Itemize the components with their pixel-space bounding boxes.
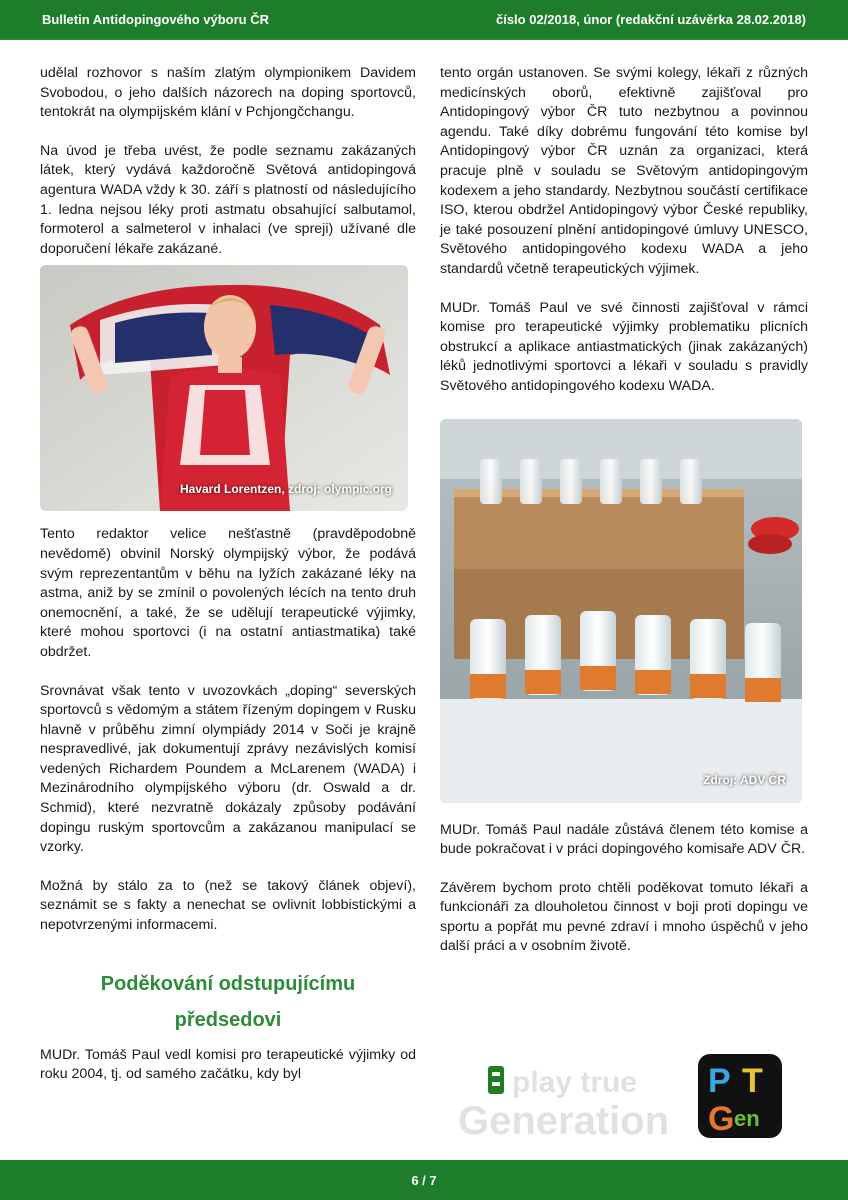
right-column [440,64,808,957]
header-title: Bulletin Antidopingového výboru ČR [42,11,270,27]
logo-line-2: Generation [458,1099,670,1142]
left-paragraph-4: Srovnávat však tento v uvozovkách „doping“ severských sportovců s vědomým a státem řízeným dopingem v Rusku hlavně v průběhu zimní olympiády 2014 v Soči je krajně nespravedlivé, jak dokumentují zprávy nezávislých komisí vedených Richardem Poundem a McLarenem (WADA) i Mezinárodního olympijského výboru (dr. Oswald a dr. Schmid), které nezvratně dokázaly způsoby podávání dopingu ruským sportovcům a zakázanou manipulací se vzorky. [40,682,416,856]
skater-illustration [40,265,408,511]
page-header [0,0,848,38]
section-title-line-2: předsedovi [174,1008,282,1031]
left-column [40,64,416,1085]
left-paragraph-1: udělal rozhovor s naším zlatým olympionikem Davidem Svobodou, o jeho dalších názorech na doping sportovců, tentokrát na olympijském klání v Pchjongčchangu. [40,65,416,121]
badge-g: G [708,1100,735,1138]
bottles-photo [440,419,802,803]
right-paragraph-3: MUDr. Tomáš Paul nadále zůstává členem této komise a bude pokračovat i v práci dopingového komisaře ADV ČR. [440,821,808,858]
left-paragraph-5: Možná by stálo za to (než se takový článek objeví), seznámit se s fakty a nenechat se ovlivnit lobbistickými a nepotvrzenými informacemi. [40,877,416,934]
page-footer [0,1160,848,1200]
play-true-generation-logo [458,1052,788,1142]
bottles-illustration [440,419,802,803]
logo-graphic [458,1052,788,1142]
badge-p: P [708,1062,731,1100]
photo-caption: Zdroj: ADV ČR [703,772,786,787]
right-paragraph-4: Závěrem bychom proto chtěli poděkovat tomuto lékaři a funkcionáři za dlouholetou činnost v boji proti dopingu ve sportu a popřát mu pevné zdraví i mnoho úspěchů v jeho další práci a v osobním životě. [440,879,808,955]
section-title-line-1: Poděkování odstupujícímu [100,972,356,995]
badge-t: T [742,1062,763,1100]
left-paragraph-2: Na úvod je třeba uvést, že podle seznamu zakázaných látek, který vydává každoročně Světová antidopingová agentura WADA vždy k 30. září s platností od následujícího 1. ledna nejsou léky proti astmatu obsahující salbutamol, formoterol a salmeterol v inhalaci (ve spreji) užívané dle doporučení lékaře zakázané. [40,142,416,257]
right-paragraph-2: MUDr. Tomáš Paul ve své činnosti zajišťoval v rámci komise pro terapeutické výjimky problematiku plicních obstrukcí a aplikace antiastmatických (jinak zakázaných) léků jednotlivými sportovci a lékaři v souladu s pravidly Světového antidopingového kodexu WADA. [440,299,808,394]
skater-photo [40,265,408,511]
badge-en: en [734,1106,760,1131]
photo-caption: Havard Lorentzen, zdroj: olympic.org [179,481,392,496]
page-number: 6 / 7 [411,1172,437,1188]
header-issue: číslo 02/2018, únor (redakční uzávěrka 28.02.2018) [495,11,806,27]
header-divider [0,38,848,40]
left-paragraph-3: Tento redaktor velice nešťastně (pravděpodobně nevědomě) obvinil Norský olympijský výbor, že podává svým reprezentantům v běhu na lyžích zakázané léky na astma, aniž by se zmínil o povolených lécích na tento druh onemocnění, a také, že se udělují terapeutické výjimky, které mohou sportovci (i na ostatní antiastmatika) také obdržet. [40,526,416,660]
logo-line-1: play true [512,1066,638,1099]
right-paragraph-1: tento orgán ustanoven. Se svými kolegy, lékaři z různých medicínských oborů, efektivně zajišťoval pro Antidopingový výbor ČR tuto nezbytnou a povinnou agendu. Také díky dobrému fungování této komise byl Antidopingový výbor ČR uznán za organizaci, která pracuje plně v souladu se Světovým antidopingovým kodexem a jeho standardy. Nezbytnou součástí certifikace ISO, kterou obdržel Antidopingový výbor České republiky, je také posouzení plnění antidopingové úmluvy UNESCO, Světového antidopingového kodexu WADA a jeho standardů včetně terapeutických výjimek. [440,65,808,277]
left-paragraph-6: MUDr. Tomáš Paul vedl komisi pro terapeutické výjimky od roku 2004, tj. od samého začátku, kdy byl [40,1046,416,1083]
